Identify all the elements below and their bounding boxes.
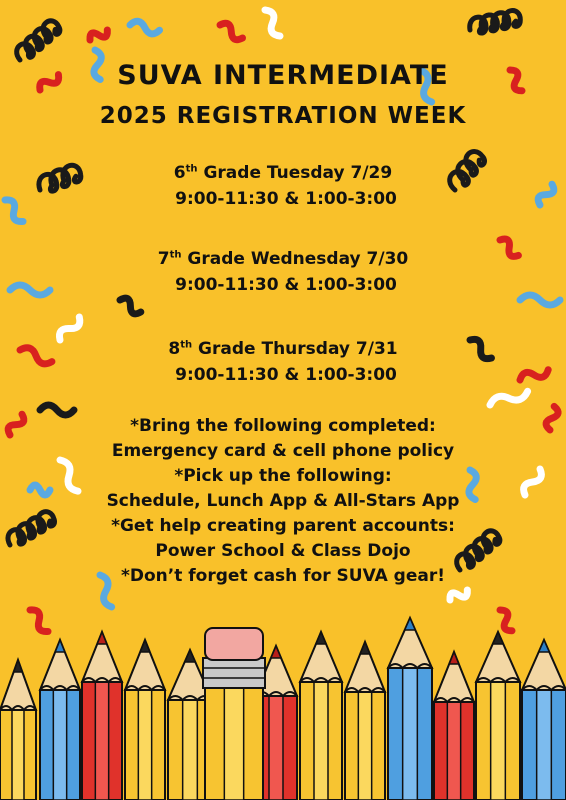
grade-7-day: Grade Wednesday 7/30 [181,249,409,269]
eraser-pencil-stripe [224,688,243,800]
squiggle-confetti [218,21,246,43]
grade-6-number: 6 [173,163,186,183]
grade-6-day: Grade Tuesday 7/29 [197,163,393,183]
grade-6-suffix: th [185,163,198,175]
grade-8-number: 8 [168,339,181,359]
grade-8-times: 9:00-11:30 & 1:00-3:00 [175,365,397,385]
squiggle-confetti [88,26,110,45]
coil-confetti [12,19,64,60]
eraser [205,628,263,660]
grade-8-day: Grade Thursday 7/31 [192,339,398,359]
grade-7-number: 7 [157,249,170,269]
pencil-stripe [138,690,151,800]
grade-6-times: 9:00-11:30 & 1:00-3:00 [175,189,397,209]
note-item: *Don’t forget cash for SUVA gear! [121,566,445,586]
page-subtitle: 2025 REGISTRATION WEEK [99,103,467,129]
note-item: Emergency card & cell phone policy [111,441,455,461]
squiggle-confetti [261,8,285,39]
note-item: Power School & Class Dojo [155,541,411,561]
grade-7-suffix: th [169,249,182,261]
grade-7-times: 9:00-11:30 & 1:00-3:00 [175,275,397,295]
pencil-stripe [183,700,198,800]
grade-7-schedule [0,246,566,298]
pencil-stripe [358,692,371,800]
squiggle-confetti [118,296,144,317]
pencil-stripe [53,690,66,800]
page-title: SUVA INTERMEDIATE [117,60,449,91]
note-item: Schedule, Lunch App & All-Stars App [106,491,460,511]
pencil-stripe [537,690,552,800]
grade-8-schedule [0,336,566,388]
notes-list [0,414,566,589]
grade-6-heading [0,160,566,186]
squiggle-confetti [129,20,160,35]
coil-confetti [468,0,523,45]
pencil-stripe [314,682,328,800]
pencils-decoration [0,618,566,800]
note-item: *Bring the following completed: [130,416,436,436]
grade-7-heading [0,246,566,272]
pencil-stripe [447,702,460,800]
grade-8-heading [0,336,566,362]
eraser-ferrule [203,658,265,688]
note-item: *Get help creating parent accounts: [111,516,455,536]
pencil-stripe [269,696,283,800]
grade-6-schedule [0,160,566,212]
squiggle-confetti [26,607,52,635]
note-item: *Pick up the following: [174,466,392,486]
grade-8-suffix: th [180,339,193,351]
pencil-stripe [12,710,24,800]
squiggle-confetti [488,387,529,410]
squiggle-confetti [496,608,517,634]
pencil-stripe [95,682,108,800]
pencil-stripe [403,668,418,800]
pencil-stripe [491,682,506,800]
